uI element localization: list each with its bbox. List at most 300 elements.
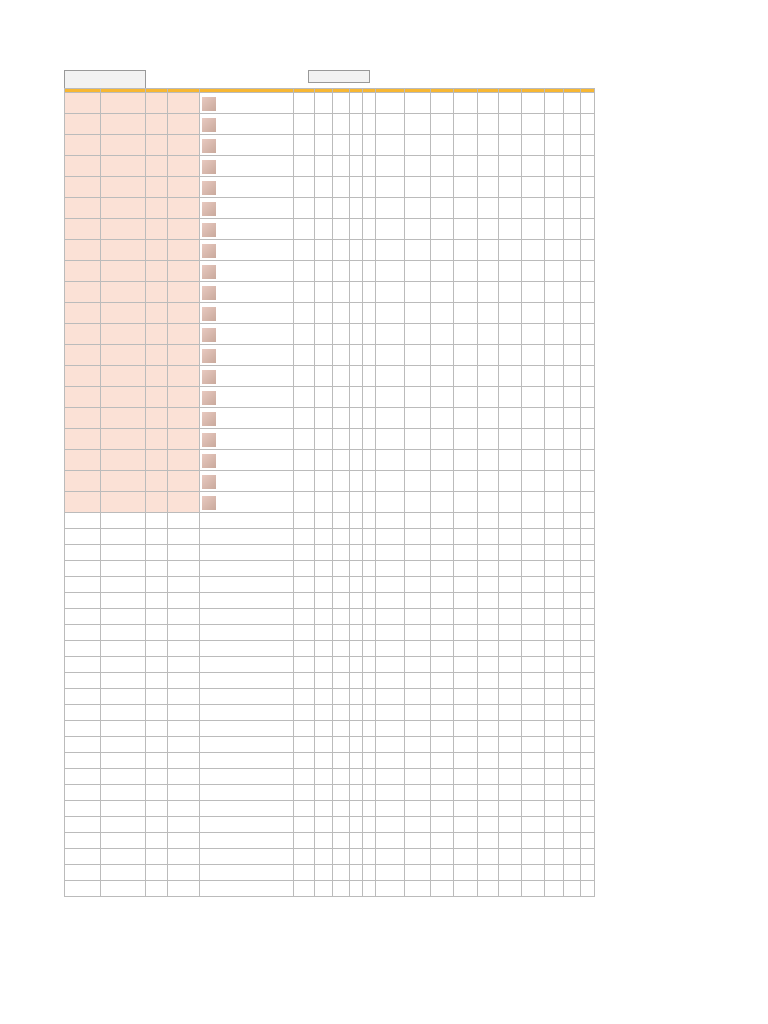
table-cell[interactable] bbox=[65, 114, 101, 135]
table-cell[interactable] bbox=[315, 737, 333, 753]
table-cell[interactable] bbox=[522, 177, 545, 198]
table-cell[interactable] bbox=[522, 881, 545, 897]
table-cell[interactable] bbox=[146, 450, 168, 471]
table-cell[interactable] bbox=[581, 261, 595, 282]
table-cell[interactable] bbox=[522, 817, 545, 833]
table-cell[interactable] bbox=[522, 689, 545, 705]
table-cell[interactable] bbox=[168, 753, 200, 769]
table-cell[interactable] bbox=[168, 345, 200, 366]
table-cell[interactable] bbox=[200, 492, 294, 513]
table-cell[interactable] bbox=[376, 689, 405, 705]
table-cell[interactable] bbox=[522, 529, 545, 545]
table-cell[interactable] bbox=[294, 513, 315, 529]
table-cell[interactable] bbox=[581, 303, 595, 324]
table-cell[interactable] bbox=[376, 345, 405, 366]
table-cell[interactable] bbox=[333, 785, 350, 801]
table-cell[interactable] bbox=[431, 261, 454, 282]
table-cell[interactable] bbox=[478, 833, 499, 849]
table-cell[interactable] bbox=[431, 657, 454, 673]
table-cell[interactable] bbox=[581, 593, 595, 609]
table-cell[interactable] bbox=[581, 429, 595, 450]
table-cell[interactable] bbox=[499, 753, 522, 769]
table-cell[interactable] bbox=[499, 408, 522, 429]
table-cell[interactable] bbox=[294, 833, 315, 849]
table-cell[interactable] bbox=[454, 114, 478, 135]
table-cell[interactable] bbox=[315, 609, 333, 625]
table-cell[interactable] bbox=[564, 609, 581, 625]
table-cell[interactable] bbox=[294, 387, 315, 408]
table-cell[interactable] bbox=[522, 673, 545, 689]
table-cell[interactable] bbox=[522, 450, 545, 471]
table-cell[interactable] bbox=[350, 156, 363, 177]
table-cell[interactable] bbox=[146, 135, 168, 156]
table-cell[interactable] bbox=[363, 865, 376, 881]
table-cell[interactable] bbox=[581, 282, 595, 303]
table-cell[interactable] bbox=[581, 114, 595, 135]
table-cell[interactable] bbox=[333, 753, 350, 769]
table-cell[interactable] bbox=[581, 881, 595, 897]
table-cell[interactable] bbox=[363, 282, 376, 303]
table-cell[interactable] bbox=[315, 881, 333, 897]
table-cell[interactable] bbox=[350, 833, 363, 849]
table-cell[interactable] bbox=[146, 513, 168, 529]
table-cell[interactable] bbox=[65, 135, 101, 156]
table-cell[interactable] bbox=[363, 593, 376, 609]
table-cell[interactable] bbox=[545, 561, 564, 577]
table-cell[interactable] bbox=[315, 865, 333, 881]
table-cell[interactable] bbox=[200, 324, 294, 345]
table-cell[interactable] bbox=[146, 545, 168, 561]
table-cell[interactable] bbox=[350, 240, 363, 261]
table-cell[interactable] bbox=[315, 261, 333, 282]
table-cell[interactable] bbox=[363, 833, 376, 849]
table-cell[interactable] bbox=[350, 492, 363, 513]
table-cell[interactable] bbox=[200, 769, 294, 785]
table-cell[interactable] bbox=[333, 135, 350, 156]
table-cell[interactable] bbox=[350, 345, 363, 366]
table-cell[interactable] bbox=[315, 801, 333, 817]
table-cell[interactable] bbox=[168, 625, 200, 641]
table-cell[interactable] bbox=[294, 156, 315, 177]
table-cell[interactable] bbox=[363, 156, 376, 177]
table-cell[interactable] bbox=[564, 324, 581, 345]
table-cell[interactable] bbox=[200, 345, 294, 366]
table-cell[interactable] bbox=[499, 849, 522, 865]
table-cell[interactable] bbox=[350, 324, 363, 345]
table-cell[interactable] bbox=[333, 471, 350, 492]
table-cell[interactable] bbox=[564, 881, 581, 897]
table-cell[interactable] bbox=[405, 817, 431, 833]
table-cell[interactable] bbox=[522, 513, 545, 529]
table-cell[interactable] bbox=[581, 561, 595, 577]
table-cell[interactable] bbox=[146, 219, 168, 240]
table-cell[interactable] bbox=[350, 721, 363, 737]
table-cell[interactable] bbox=[499, 261, 522, 282]
table-cell[interactable] bbox=[478, 657, 499, 673]
table-cell[interactable] bbox=[545, 240, 564, 261]
table-cell[interactable] bbox=[294, 865, 315, 881]
table-cell[interactable] bbox=[363, 561, 376, 577]
table-cell[interactable] bbox=[564, 689, 581, 705]
table-cell[interactable] bbox=[200, 689, 294, 705]
table-cell[interactable] bbox=[101, 689, 146, 705]
table-cell[interactable] bbox=[101, 429, 146, 450]
table-cell[interactable] bbox=[499, 817, 522, 833]
table-cell[interactable] bbox=[405, 513, 431, 529]
table-cell[interactable] bbox=[333, 641, 350, 657]
table-cell[interactable] bbox=[333, 769, 350, 785]
table-cell[interactable] bbox=[363, 303, 376, 324]
table-cell[interactable] bbox=[405, 625, 431, 641]
table-cell[interactable] bbox=[454, 785, 478, 801]
table-cell[interactable] bbox=[65, 93, 101, 114]
table-cell[interactable] bbox=[363, 177, 376, 198]
table-cell[interactable] bbox=[581, 785, 595, 801]
table-cell[interactable] bbox=[564, 849, 581, 865]
table-cell[interactable] bbox=[168, 801, 200, 817]
table-cell[interactable] bbox=[168, 593, 200, 609]
table-cell[interactable] bbox=[454, 625, 478, 641]
table-cell[interactable] bbox=[478, 737, 499, 753]
table-cell[interactable] bbox=[478, 785, 499, 801]
table-cell[interactable] bbox=[294, 705, 315, 721]
table-cell[interactable] bbox=[405, 785, 431, 801]
table-cell[interactable] bbox=[65, 577, 101, 593]
table-cell[interactable] bbox=[564, 593, 581, 609]
table-cell[interactable] bbox=[315, 450, 333, 471]
table-cell[interactable] bbox=[200, 450, 294, 471]
table-cell[interactable] bbox=[350, 849, 363, 865]
table-cell[interactable] bbox=[101, 513, 146, 529]
table-cell[interactable] bbox=[376, 303, 405, 324]
table-cell[interactable] bbox=[146, 177, 168, 198]
table-cell[interactable] bbox=[545, 282, 564, 303]
table-cell[interactable] bbox=[350, 577, 363, 593]
table-cell[interactable] bbox=[499, 673, 522, 689]
table-cell[interactable] bbox=[101, 881, 146, 897]
table-cell[interactable] bbox=[350, 561, 363, 577]
table-cell[interactable] bbox=[333, 408, 350, 429]
table-cell[interactable] bbox=[564, 673, 581, 689]
table-cell[interactable] bbox=[454, 689, 478, 705]
table-cell[interactable] bbox=[376, 769, 405, 785]
table-cell[interactable] bbox=[431, 303, 454, 324]
table-cell[interactable] bbox=[350, 609, 363, 625]
table-cell[interactable] bbox=[405, 529, 431, 545]
table-cell[interactable] bbox=[499, 156, 522, 177]
table-cell[interactable] bbox=[564, 135, 581, 156]
table-cell[interactable] bbox=[376, 324, 405, 345]
table-cell[interactable] bbox=[168, 865, 200, 881]
table-cell[interactable] bbox=[101, 529, 146, 545]
table-cell[interactable] bbox=[168, 769, 200, 785]
table-cell[interactable] bbox=[522, 561, 545, 577]
table-cell[interactable] bbox=[315, 114, 333, 135]
table-cell[interactable] bbox=[168, 737, 200, 753]
table-cell[interactable] bbox=[315, 408, 333, 429]
table-cell[interactable] bbox=[294, 429, 315, 450]
table-cell[interactable] bbox=[545, 625, 564, 641]
table-cell[interactable] bbox=[200, 387, 294, 408]
table-cell[interactable] bbox=[499, 471, 522, 492]
table-cell[interactable] bbox=[431, 345, 454, 366]
table-cell[interactable] bbox=[146, 529, 168, 545]
table-cell[interactable] bbox=[333, 657, 350, 673]
table-cell[interactable] bbox=[350, 817, 363, 833]
table-cell[interactable] bbox=[376, 177, 405, 198]
table-cell[interactable] bbox=[478, 513, 499, 529]
table-cell[interactable] bbox=[499, 545, 522, 561]
table-cell[interactable] bbox=[146, 753, 168, 769]
table-cell[interactable] bbox=[522, 769, 545, 785]
table-cell[interactable] bbox=[65, 429, 101, 450]
table-cell[interactable] bbox=[405, 705, 431, 721]
table-cell[interactable] bbox=[168, 219, 200, 240]
table-cell[interactable] bbox=[522, 833, 545, 849]
table-cell[interactable] bbox=[405, 408, 431, 429]
table-cell[interactable] bbox=[168, 450, 200, 471]
table-cell[interactable] bbox=[294, 625, 315, 641]
table-cell[interactable] bbox=[168, 545, 200, 561]
table-cell[interactable] bbox=[545, 492, 564, 513]
table-cell[interactable] bbox=[146, 609, 168, 625]
table-cell[interactable] bbox=[522, 721, 545, 737]
table-cell[interactable] bbox=[146, 865, 168, 881]
table-cell[interactable] bbox=[363, 609, 376, 625]
table-cell[interactable] bbox=[499, 833, 522, 849]
table-cell[interactable] bbox=[564, 303, 581, 324]
table-cell[interactable] bbox=[376, 545, 405, 561]
table-cell[interactable] bbox=[294, 641, 315, 657]
table-cell[interactable] bbox=[168, 833, 200, 849]
table-cell[interactable] bbox=[101, 450, 146, 471]
table-cell[interactable] bbox=[200, 408, 294, 429]
table-cell[interactable] bbox=[499, 429, 522, 450]
table-cell[interactable] bbox=[333, 366, 350, 387]
table-cell[interactable] bbox=[581, 513, 595, 529]
table-cell[interactable] bbox=[545, 753, 564, 769]
table-cell[interactable] bbox=[200, 673, 294, 689]
table-cell[interactable] bbox=[146, 282, 168, 303]
table-cell[interactable] bbox=[315, 492, 333, 513]
table-cell[interactable] bbox=[65, 492, 101, 513]
table-cell[interactable] bbox=[333, 801, 350, 817]
table-cell[interactable] bbox=[499, 282, 522, 303]
table-cell[interactable] bbox=[478, 282, 499, 303]
table-cell[interactable] bbox=[478, 625, 499, 641]
table-cell[interactable] bbox=[405, 689, 431, 705]
table-cell[interactable] bbox=[522, 303, 545, 324]
table-cell[interactable] bbox=[478, 429, 499, 450]
table-cell[interactable] bbox=[294, 577, 315, 593]
table-cell[interactable] bbox=[294, 135, 315, 156]
table-cell[interactable] bbox=[168, 156, 200, 177]
table-cell[interactable] bbox=[363, 324, 376, 345]
table-cell[interactable] bbox=[168, 513, 200, 529]
table-cell[interactable] bbox=[431, 471, 454, 492]
table-cell[interactable] bbox=[581, 801, 595, 817]
table-cell[interactable] bbox=[431, 366, 454, 387]
table-cell[interactable] bbox=[146, 673, 168, 689]
table-cell[interactable] bbox=[146, 366, 168, 387]
table-cell[interactable] bbox=[545, 641, 564, 657]
table-cell[interactable] bbox=[522, 705, 545, 721]
table-cell[interactable] bbox=[545, 881, 564, 897]
table-cell[interactable] bbox=[405, 849, 431, 865]
table-cell[interactable] bbox=[431, 324, 454, 345]
table-cell[interactable] bbox=[168, 366, 200, 387]
table-cell[interactable] bbox=[168, 881, 200, 897]
table-cell[interactable] bbox=[101, 769, 146, 785]
table-cell[interactable] bbox=[581, 865, 595, 881]
table-cell[interactable] bbox=[431, 865, 454, 881]
table-cell[interactable] bbox=[431, 817, 454, 833]
table-cell[interactable] bbox=[454, 561, 478, 577]
table-cell[interactable] bbox=[168, 387, 200, 408]
table-cell[interactable] bbox=[376, 387, 405, 408]
table-cell[interactable] bbox=[405, 261, 431, 282]
table-cell[interactable] bbox=[499, 324, 522, 345]
table-cell[interactable] bbox=[522, 785, 545, 801]
table-cell[interactable] bbox=[350, 198, 363, 219]
table-cell[interactable] bbox=[333, 177, 350, 198]
table-cell[interactable] bbox=[146, 785, 168, 801]
table-cell[interactable] bbox=[315, 817, 333, 833]
table-cell[interactable] bbox=[168, 492, 200, 513]
table-cell[interactable] bbox=[333, 689, 350, 705]
table-cell[interactable] bbox=[376, 609, 405, 625]
table-cell[interactable] bbox=[168, 849, 200, 865]
table-cell[interactable] bbox=[200, 737, 294, 753]
table-cell[interactable] bbox=[581, 177, 595, 198]
table-cell[interactable] bbox=[101, 408, 146, 429]
table-cell[interactable] bbox=[294, 881, 315, 897]
table-cell[interactable] bbox=[405, 577, 431, 593]
table-cell[interactable] bbox=[294, 471, 315, 492]
table-cell[interactable] bbox=[315, 345, 333, 366]
table-cell[interactable] bbox=[499, 785, 522, 801]
table-cell[interactable] bbox=[363, 641, 376, 657]
table-cell[interactable] bbox=[581, 625, 595, 641]
table-cell[interactable] bbox=[333, 529, 350, 545]
table-cell[interactable] bbox=[454, 529, 478, 545]
table-cell[interactable] bbox=[405, 387, 431, 408]
table-cell[interactable] bbox=[315, 156, 333, 177]
table-cell[interactable] bbox=[431, 513, 454, 529]
table-cell[interactable] bbox=[478, 689, 499, 705]
table-cell[interactable] bbox=[454, 282, 478, 303]
table-cell[interactable] bbox=[522, 865, 545, 881]
table-cell[interactable] bbox=[294, 324, 315, 345]
table-cell[interactable] bbox=[168, 705, 200, 721]
table-cell[interactable] bbox=[564, 577, 581, 593]
table-cell[interactable] bbox=[363, 345, 376, 366]
table-cell[interactable] bbox=[168, 93, 200, 114]
table-cell[interactable] bbox=[564, 817, 581, 833]
table-cell[interactable] bbox=[431, 450, 454, 471]
table-cell[interactable] bbox=[350, 114, 363, 135]
table-cell[interactable] bbox=[333, 324, 350, 345]
table-cell[interactable] bbox=[499, 609, 522, 625]
table-cell[interactable] bbox=[200, 609, 294, 625]
table-cell[interactable] bbox=[405, 657, 431, 673]
table-cell[interactable] bbox=[478, 261, 499, 282]
table-cell[interactable] bbox=[499, 345, 522, 366]
table-cell[interactable] bbox=[350, 881, 363, 897]
table-cell[interactable] bbox=[499, 240, 522, 261]
table-cell[interactable] bbox=[315, 387, 333, 408]
table-cell[interactable] bbox=[581, 545, 595, 561]
table-cell[interactable] bbox=[545, 721, 564, 737]
table-cell[interactable] bbox=[499, 577, 522, 593]
table-cell[interactable] bbox=[363, 817, 376, 833]
table-cell[interactable] bbox=[499, 593, 522, 609]
table-cell[interactable] bbox=[65, 817, 101, 833]
table-cell[interactable] bbox=[315, 545, 333, 561]
table-cell[interactable] bbox=[168, 114, 200, 135]
table-cell[interactable] bbox=[376, 673, 405, 689]
table-cell[interactable] bbox=[168, 303, 200, 324]
table-cell[interactable] bbox=[65, 450, 101, 471]
table-cell[interactable] bbox=[168, 429, 200, 450]
table-cell[interactable] bbox=[350, 450, 363, 471]
table-cell[interactable] bbox=[478, 593, 499, 609]
table-cell[interactable] bbox=[168, 817, 200, 833]
table-cell[interactable] bbox=[333, 198, 350, 219]
table-cell[interactable] bbox=[478, 93, 499, 114]
table-cell[interactable] bbox=[350, 625, 363, 641]
table-cell[interactable] bbox=[200, 593, 294, 609]
table-cell[interactable] bbox=[333, 93, 350, 114]
table-cell[interactable] bbox=[478, 345, 499, 366]
table-cell[interactable] bbox=[363, 408, 376, 429]
table-cell[interactable] bbox=[545, 833, 564, 849]
table-cell[interactable] bbox=[350, 513, 363, 529]
table-cell[interactable] bbox=[363, 769, 376, 785]
table-cell[interactable] bbox=[581, 156, 595, 177]
table-cell[interactable] bbox=[431, 753, 454, 769]
table-cell[interactable] bbox=[315, 282, 333, 303]
table-cell[interactable] bbox=[564, 625, 581, 641]
table-cell[interactable] bbox=[350, 282, 363, 303]
table-cell[interactable] bbox=[350, 529, 363, 545]
table-cell[interactable] bbox=[405, 492, 431, 513]
table-cell[interactable] bbox=[454, 177, 478, 198]
table-cell[interactable] bbox=[545, 705, 564, 721]
table-cell[interactable] bbox=[363, 801, 376, 817]
table-cell[interactable] bbox=[545, 785, 564, 801]
table-cell[interactable] bbox=[564, 198, 581, 219]
table-cell[interactable] bbox=[376, 561, 405, 577]
table-cell[interactable] bbox=[478, 366, 499, 387]
table-cell[interactable] bbox=[101, 282, 146, 303]
table-cell[interactable] bbox=[454, 324, 478, 345]
table-cell[interactable] bbox=[431, 240, 454, 261]
table-cell[interactable] bbox=[545, 429, 564, 450]
table-cell[interactable] bbox=[454, 657, 478, 673]
table-cell[interactable] bbox=[363, 429, 376, 450]
table-cell[interactable] bbox=[499, 303, 522, 324]
table-cell[interactable] bbox=[431, 609, 454, 625]
table-cell[interactable] bbox=[454, 705, 478, 721]
table-cell[interactable] bbox=[333, 593, 350, 609]
table-cell[interactable] bbox=[168, 609, 200, 625]
table-cell[interactable] bbox=[376, 865, 405, 881]
table-cell[interactable] bbox=[454, 450, 478, 471]
table-cell[interactable] bbox=[522, 282, 545, 303]
table-cell[interactable] bbox=[101, 817, 146, 833]
table-cell[interactable] bbox=[146, 721, 168, 737]
